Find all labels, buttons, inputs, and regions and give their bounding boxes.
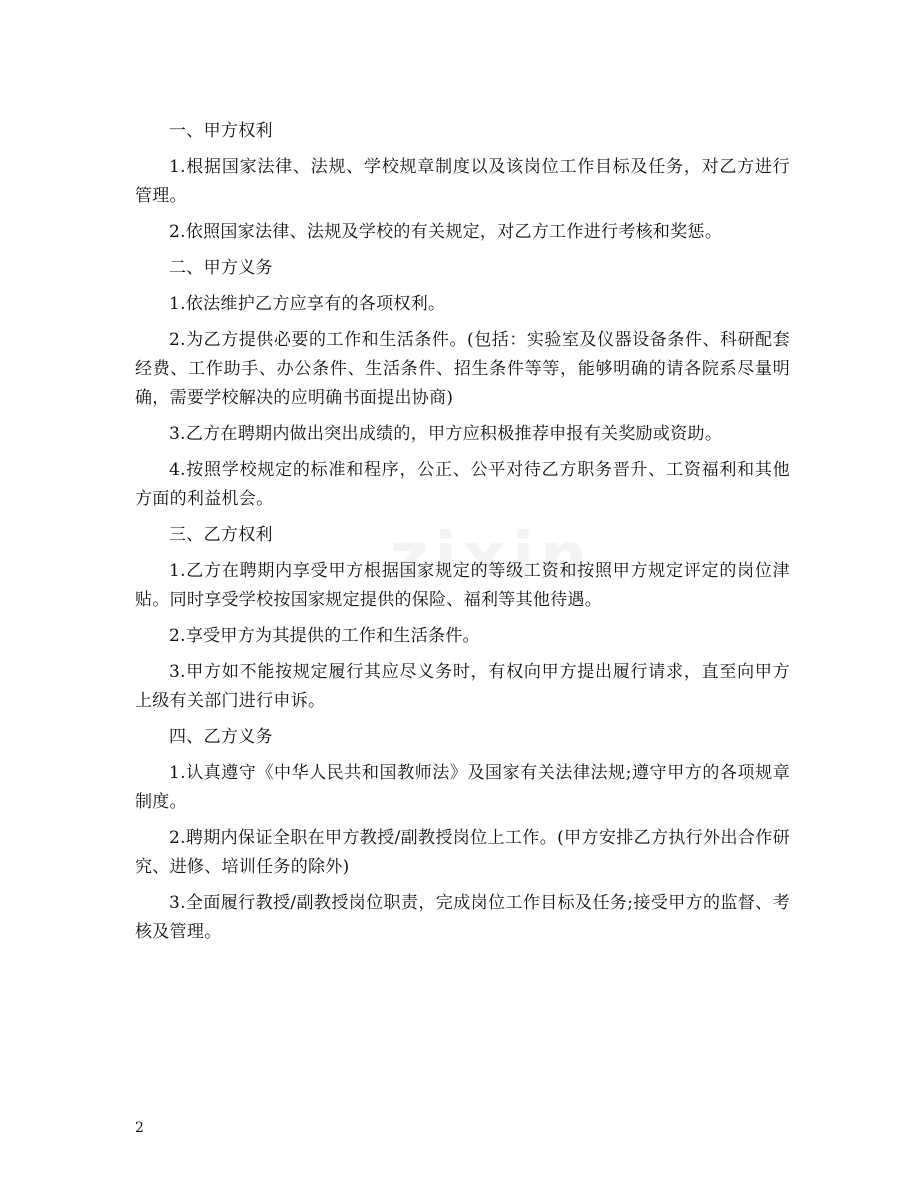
page-number: 2 [135,1120,144,1136]
paragraph: 3.甲方如不能按规定履行其应尽义务时，有权向甲方提出履行请求，直至向甲方上级有关部门进行申诉。 [135,662,790,711]
section-heading-party-a-rights: 一、甲方权利 [169,121,273,141]
paragraph: 1.乙方在聘期内享受甲方根据国家规定的等级工资和按照甲方规定评定的岗位津贴。同时享受学校按国家规定提供的保险、福利等其他待遇。 [135,561,790,610]
section-heading-party-a-obligations: 二、甲方义务 [169,258,273,278]
paragraph: 2.依照国家法律、法规及学校的有关规定，对乙方工作进行考核和奖惩。 [169,222,723,242]
paragraph: 1.根据国家法律、法规、学校规章制度以及该岗位工作目标及任务，对乙方进行管理。 [135,157,790,206]
paragraph: 1.认真遵守《中华人民共和国教师法》及国家有关法律法规;遵守甲方的各项规章制度。 [135,763,790,812]
paragraph: 4.按照学校规定的标准和程序，公正、公平对待乙方职务晋升、工资福利和其他方面的利益机会。 [135,460,790,509]
section-heading-party-b-obligations: 四、乙方义务 [169,727,273,747]
paragraph: 2.为乙方提供必要的工作和生活条件。(包括：实验室及仪器设备条件、科研配套经费、工作助手、办公条件、生活条件、招生条件等等，能够明确的请各院系尽量明确，需要学校解决的应明确书面提出协商) [135,330,790,408]
paragraph: 1.依法维护乙方应享有的各项权利。 [169,294,446,314]
section-heading-party-b-rights: 三、乙方权利 [169,525,273,545]
paragraph: 2.享受甲方为其提供的工作和生活条件。 [169,626,480,646]
paragraph: 3.全面履行教授/副教授岗位职责，完成岗位工作目标及任务;接受甲方的监督、考核及管理。 [135,893,790,942]
paragraph: 3.乙方在聘期内做出突出成绩的，甲方应积极推荐申报有关奖励或资助。 [169,424,723,444]
document-body [135,117,790,947]
paragraph: 2.聘期内保证全职在甲方教授/副教授岗位上工作。(甲方安排乙方执行外出合作研究、进修、培训任务的除外) [135,828,790,877]
